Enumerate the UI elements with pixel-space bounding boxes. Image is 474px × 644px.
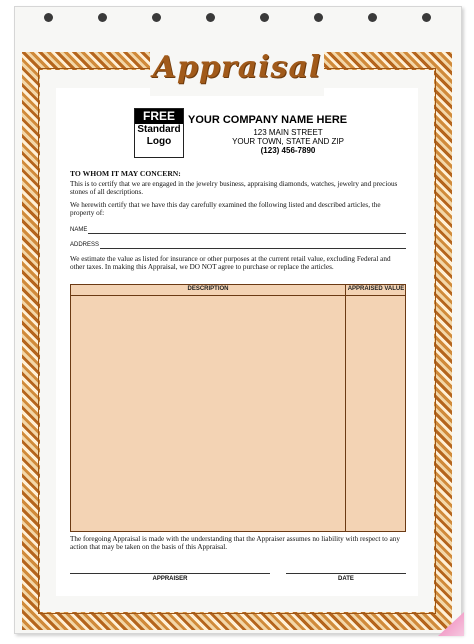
binding-hole xyxy=(152,13,161,22)
logo-line-1: Standard xyxy=(137,124,181,135)
form-title: Appraisal xyxy=(152,50,322,85)
company-street: 123 MAIN STREET xyxy=(253,128,323,137)
logo-line-2: Logo xyxy=(146,136,172,147)
company-phone: (123) 456-7890 xyxy=(260,146,316,155)
binding-hole xyxy=(314,13,323,22)
binding-hole xyxy=(422,13,431,22)
company-name: YOUR COMPANY NAME HERE xyxy=(188,114,348,126)
appraisal-table xyxy=(70,284,406,532)
address-label: ADDRESS xyxy=(70,242,100,248)
appraiser-label: APPRAISER xyxy=(152,576,188,582)
appraiser-signature-line[interactable] xyxy=(70,573,270,574)
binding-hole xyxy=(98,13,107,22)
description-header: DESCRIPTION xyxy=(187,286,229,292)
examined-paragraph: We herewith certify that we have this day carefully examined the following listed and described articles, the property of: xyxy=(70,201,381,218)
binding-hole xyxy=(44,13,53,22)
date-line[interactable] xyxy=(286,573,406,574)
liability-paragraph: The foregoing Appraisal is made with the understanding that the Appraiser assumes no liability with respect to any action that may be taken on the basis of this Appraisal. xyxy=(70,535,400,552)
company-address xyxy=(188,128,388,155)
company-city: YOUR TOWN, STATE AND ZIP xyxy=(232,137,344,146)
certify-paragraph: This is to certify that we are engaged in the jewelry business, appraising diamonds, watches, jewelry and precious stones of all descriptions. xyxy=(70,180,398,197)
binding-hole xyxy=(368,13,377,22)
logo-placeholder xyxy=(134,108,184,158)
name-label: NAME xyxy=(70,227,88,233)
date-label: DATE xyxy=(338,576,354,582)
name-input-line[interactable] xyxy=(88,233,406,234)
column-divider xyxy=(345,285,346,531)
binding-hole xyxy=(260,13,269,22)
salutation: TO WHOM IT MAY CONCERN: xyxy=(70,169,181,178)
estimate-paragraph: We estimate the value as listed for insurance or other purposes at the current retail value, excluding Federal and other taxes. In making this Appraisal, we DO NOT agree to purchase or replace the articles. xyxy=(70,255,391,272)
address-input-line[interactable] xyxy=(100,248,406,249)
binding-hole xyxy=(206,13,215,22)
appraised-value-header: APPRAISED VALUE xyxy=(347,286,405,292)
logo-free-text: FREE xyxy=(135,109,183,124)
